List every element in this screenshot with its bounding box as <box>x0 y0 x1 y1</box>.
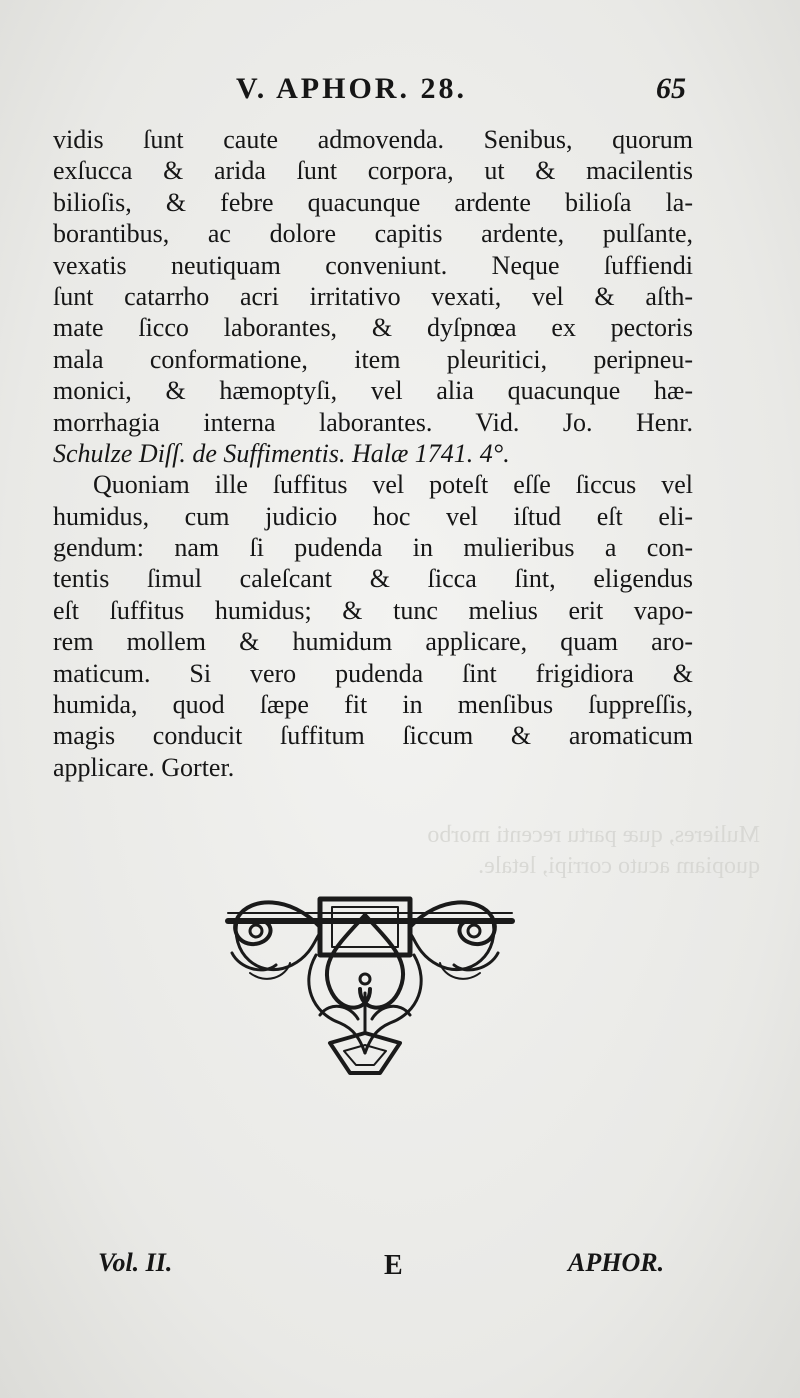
text-line: vexatis neutiquam conveniunt. Neque ſuffiendi <box>53 250 693 280</box>
citation-line: Schulze Diſſ. de Suffimentis. Halæ 1741. 4°. <box>53 438 510 468</box>
text-line: ſunt catarrho acri irritativo vexati, vel & aſth- <box>53 281 693 311</box>
text-line: gendum: nam ſi pudenda in mulieribus a con- <box>53 533 693 563</box>
text-line: magis conducit ſuffitum ſiccum & aromaticum <box>53 721 693 751</box>
show-through-ghost-text: Mulieres, quæ partu recenti morbo quopiam acuto corripi, letale. <box>427 822 760 879</box>
text-line: borantibus, ac dolore capitis ardente, pulſante, <box>53 219 693 249</box>
page-number: 65 <box>656 72 686 105</box>
page-header <box>0 72 800 112</box>
text-line: vidis ſunt caute admovenda. Senibus, quorum <box>53 125 693 154</box>
signature-mark: E <box>384 1250 403 1281</box>
paragraph-first-line: Quoniam ille ſuffitus vel poteſt eſſe ſiccus vel <box>93 470 693 500</box>
text-line: morrhagia interna laborantes. Vid. Jo. Henr. <box>53 407 693 437</box>
text-line: rem mollem & humidum applicare, quam aro- <box>53 627 693 657</box>
printer-ornament <box>220 893 520 1083</box>
text-line: humida, quod ſæpe fit in menſibus ſuppreſſis, <box>53 690 693 720</box>
text-line: maticum. Si vero pudenda ſint frigidiora & <box>53 658 693 688</box>
text-line: mate ſicco laborantes, & dyſpnœa ex pectoris <box>53 313 693 343</box>
catchword: APHOR. <box>568 1248 665 1277</box>
text-line: mala conformatione, item pleuritici, peripneu- <box>53 344 693 374</box>
text-line: eſt ſuffitus humidus; & tunc melius erit vapo- <box>53 595 693 625</box>
body-text <box>53 124 693 783</box>
text-line: exſucca & arida ſunt corpora, ut & macilentis <box>53 156 693 186</box>
text-line: humidus, cum judicio hoc vel iſtud eſt eli- <box>53 501 693 531</box>
text-line: tentis ſimul caleſcant & ſicca ſint, eligendus <box>53 564 693 594</box>
running-title: V. APHOR. 28. <box>236 72 467 105</box>
text-line: monici, & hæmoptyſi, vel alia quacunque hæ- <box>53 376 693 406</box>
text-line: applicare. Gorter. <box>53 752 235 782</box>
page-footer <box>0 1248 800 1288</box>
text-line: bilioſis, & febre quacunque ardente bilioſa la- <box>53 187 693 217</box>
volume-label: Vol. II. <box>98 1248 173 1277</box>
